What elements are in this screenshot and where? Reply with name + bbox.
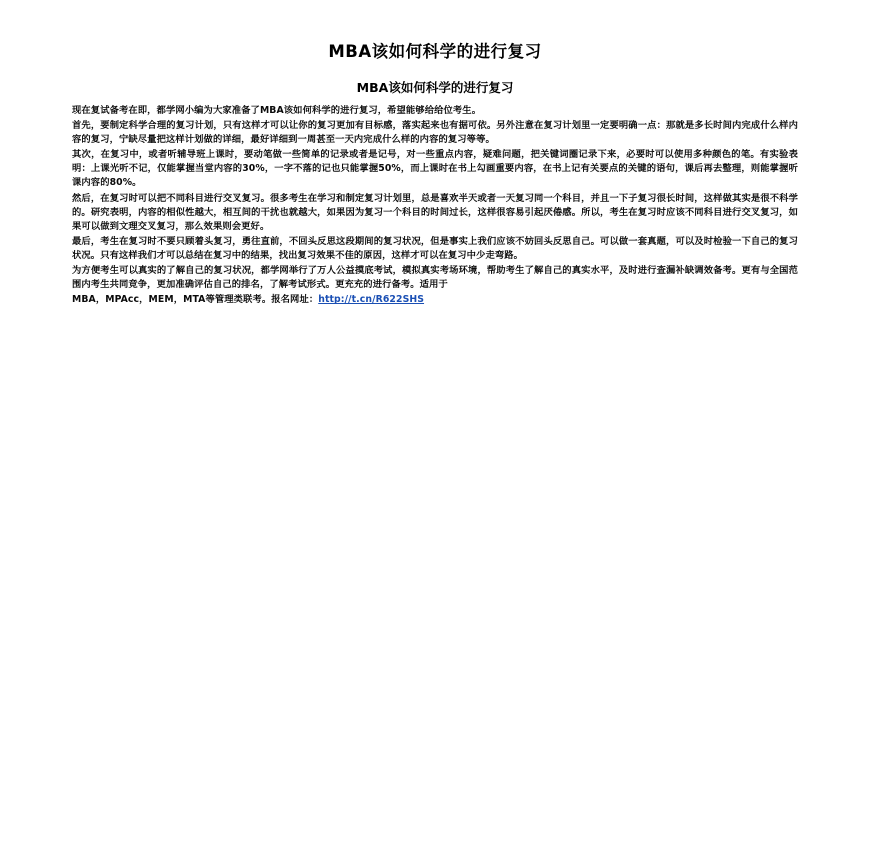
paragraph-with-link — [72, 293, 798, 307]
paragraph: 然后，在复习时可以把不同科目进行交叉复习。很多考生在学习和制定复习计划里，总是喜欢半天或者一天复习同一个科目，并且一下子复习很长时间，这样做其实是很不科学的。研究表明，内容的相似性越大，相互间的干扰也就越大，如果因为复习一个科目的时间过长，这样很容易引起厌倦感。所以，考生在复习时应该不同科目进行交叉复习，如果可以做到文理交叉复习，那么效果则会更好。 — [72, 192, 798, 232]
paragraph: 其次，在复习中，或者听辅导班上课时，要动笔做一些简单的记录或者是记号，对一些重点内容，疑难问题，把关键词圈记录下来，必要时可以使用多种颜色的笔。有实验表明：上课光听不记，仅能掌握当堂内容的30%，一字不落的记也只能掌握50%，而上课时在书上勾画重要内容，在书上记有关要点的关键的语句，课后再去整理，则能掌握听课内容的80%。 — [72, 149, 798, 189]
registration-label: MBA，MPAcc，MEM，MTA等管理类联考。报名网址： — [72, 294, 319, 306]
paragraph: 现在复试备考在即，都学网小编为大家准备了MBA该如何科学的进行复习，希望能够给给位考生。 — [72, 104, 482, 116]
paragraph: 最后，考生在复习时不要只顾着头复习，勇往直前，不回头反思这段期间的复习状况，但是事实上我们应该不妨回头反思自己。可以做一套真题，可以及时检验一下自己的复习状况。只有这样我们才可以总结在复习中的结果，找出复习效果不佳的原因，这样才可以在复习中少走弯路。 — [72, 235, 798, 262]
page-title: MBA该如何科学的进行复习 — [328, 42, 542, 61]
paragraph: 为方便考生可以真实的了解自己的复习状况，都学网举行了万人公益摸底考试，模拟真实考场环境，帮助考生了解自己的真实水平，及时进行查漏补缺调效备考。更有与全国范围内考生共同竞争，更加准确评估自己的排名，了解考试形式。更充充的进行备考。适用于 — [72, 265, 798, 291]
paragraph: 首先，要制定科学合理的复习计划，只有这样才可以让你的复习更加有目标感，落实起来也有据可依。另外注意在复习计划里一定要明确一点：那就是多长时间内完成什么样内容的复习，宁缺尽量把这样计划做的详细，最好详细到一周甚至一天内完成什么样的内容的复习等等。 — [72, 119, 798, 146]
document-body — [72, 40, 798, 309]
registration-link[interactable]: http://t.cn/R622SHS — [318, 294, 425, 306]
document-subtitle: MBA该如何科学的进行复习 — [356, 80, 514, 96]
article-text — [72, 104, 798, 308]
